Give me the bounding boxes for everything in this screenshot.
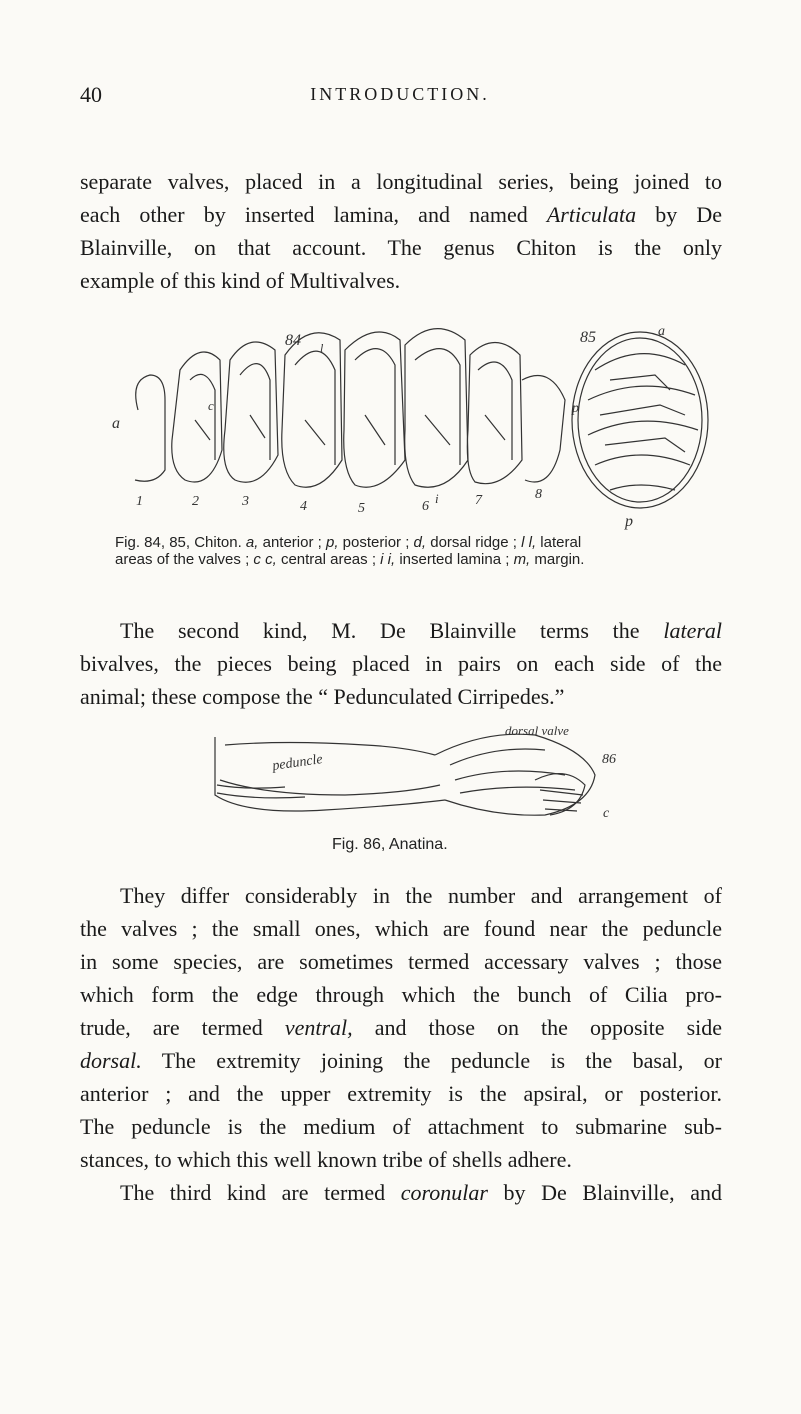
term-articulata: Articulata (546, 202, 637, 227)
label-p-bottom: p (625, 513, 633, 530)
label-4: 4 (300, 499, 307, 514)
text-line: bivalves, the pieces being placed in pairs on each side of the (80, 651, 722, 676)
label-fig85: 85 (580, 329, 596, 346)
label-6: 6 (422, 499, 429, 514)
label-p-side: p (572, 401, 579, 416)
paragraph-valves (80, 879, 722, 1209)
label-dorsal-valve: dorsal valve (505, 725, 569, 738)
page-number: 40 (80, 82, 102, 107)
label-a-right: a (658, 324, 665, 339)
caption-fig84-85: Fig. 84, 85, Chiton. a, anterior ; p, posterior ; d, dorsal ridge ; l l, lateral areas of the valves ; c c, central areas ; i i, inserted lamina ; m, margin. (115, 534, 585, 568)
label-7: 7 (475, 493, 482, 508)
text-line: example of this kind of Multivalves. (80, 268, 401, 293)
label-86: 86 (602, 752, 616, 767)
figure-anatina (205, 725, 625, 825)
text-line: The second kind, M. De Blainville terms the lateral (120, 618, 723, 643)
text-line: anterior ; and the upper extremity is the apsiral, or posterior. (80, 1081, 722, 1106)
text-line: dorsal. The extremity joining the peduncle is the basal, or (80, 1048, 722, 1073)
text-line: separate valves, placed in a longitudinal series, being joined to (80, 169, 722, 194)
text-line: in some species, are sometimes termed accessary valves ; those (80, 949, 722, 974)
label-l: l (320, 341, 324, 355)
running-head: INTRODUCTION. (310, 84, 490, 104)
text-line: They differ considerably in the number and arrangement of (120, 883, 722, 908)
label-3: 3 (242, 494, 249, 509)
label-1: 1 (136, 494, 143, 509)
label-fig84: 84 (285, 332, 301, 349)
label-2: 2 (192, 494, 199, 509)
label-5: 5 (358, 501, 365, 516)
text-line: each other by inserted lamina, and named Articulata by De (80, 202, 723, 227)
label-peduncle: peduncle (271, 752, 324, 774)
label-8: 8 (535, 487, 542, 502)
page-header (80, 82, 720, 122)
text-line: which form the edge through which the bunch of Cilia pro- (80, 982, 722, 1007)
text-line: trude, are termed ventral, and those on the opposite side (80, 1015, 723, 1040)
label-a-left: a (112, 415, 120, 432)
text-line: stances, to which this well known tribe of shells adhere. (80, 1147, 572, 1172)
text-line: animal; these compose the “ Pedunculated Cirripedes.” (80, 684, 565, 709)
label-c: c (208, 398, 214, 413)
caption-fig86: Fig. 86, Anatina. (332, 836, 448, 853)
text-line: Blainville, on that account. The genus Chiton is the only (80, 235, 722, 260)
text-line: The peduncle is the medium of attachment to submarine sub- (80, 1114, 722, 1139)
text-line: the valves ; the small ones, which are found near the peduncle (80, 916, 722, 941)
label-i: i (435, 491, 439, 506)
text-line: The third kind are termed coronular by De Blainville, and (120, 1180, 722, 1205)
label-c: c (603, 806, 610, 821)
figure-chiton (110, 320, 720, 530)
paragraph-articulata (80, 165, 722, 297)
paragraph-lateral (80, 614, 722, 713)
